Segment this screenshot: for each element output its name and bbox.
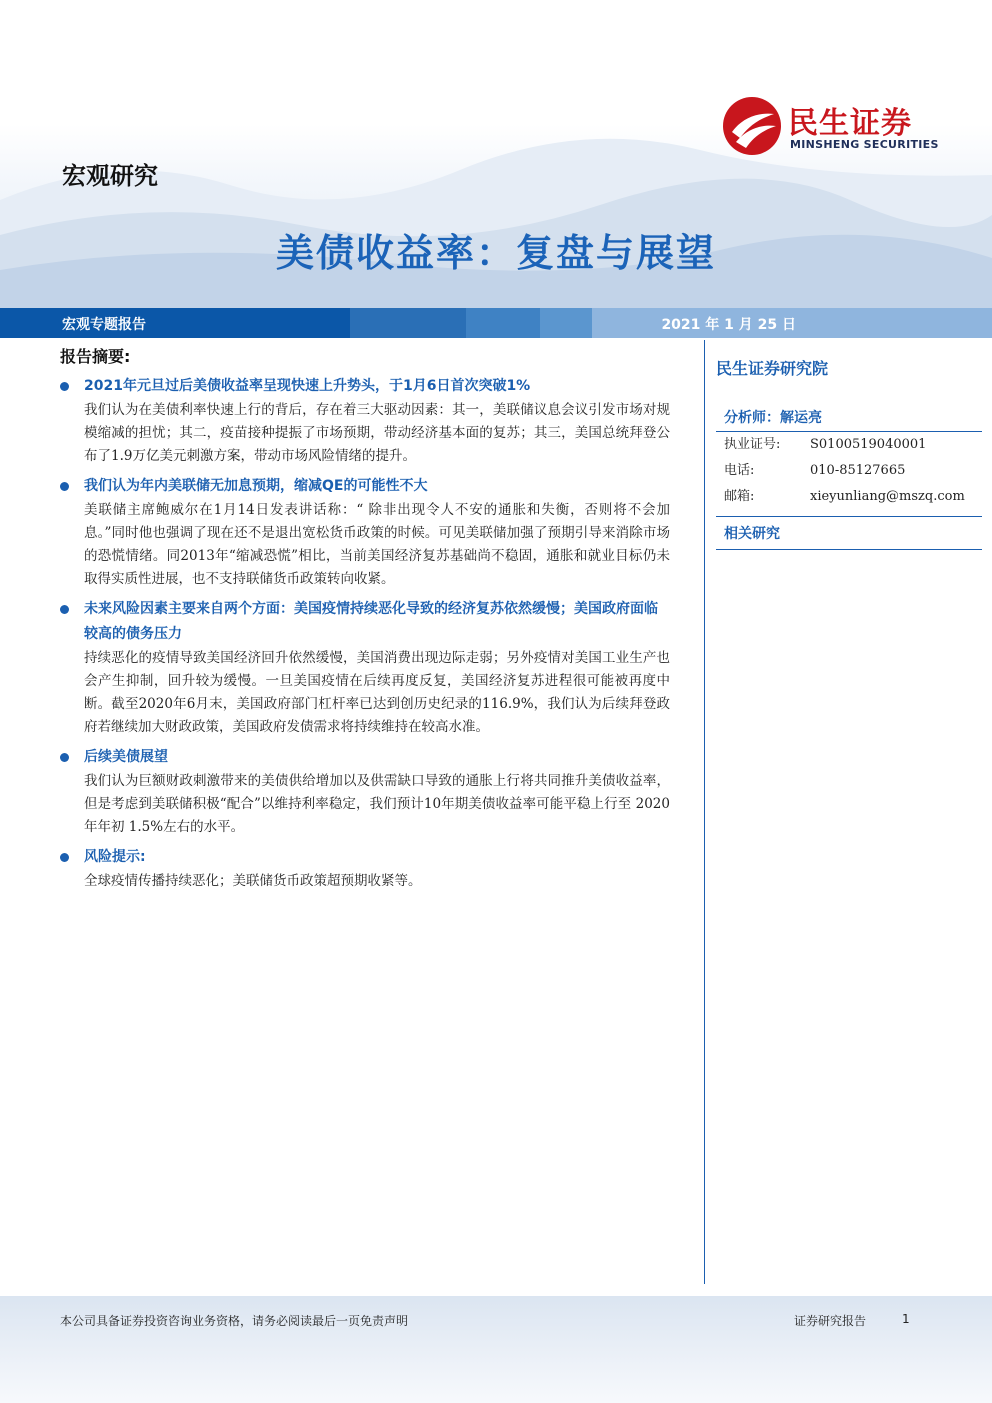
- minsheng-logo-icon: [722, 96, 782, 156]
- abstract-point: [60, 474, 670, 591]
- point-title-text: 后续美债展望: [84, 749, 168, 765]
- abstract-point: [60, 745, 670, 839]
- related-research-heading: 相关研究: [716, 516, 982, 550]
- point-body: 持续恶化的疫情导致美国经济回升依然缓慢，美国消费出现边际走弱；另外疫情对美国工业生产也会产生抑制，回升较为缓慢。一旦美国疫情在后续再度反复，美国经济复苏进程很可能被再度中断。截至2020年6月末，美国政府部门杠杆率已达到创历史纪录的116.9%，我们认为后续拜登政府若继续加大财政政策，美国政府发债需求将持续维持在较高水准。: [84, 650, 670, 735]
- bullet-icon: [60, 853, 69, 862]
- point-title-text: 我们认为年内美联储无加息预期，缩减QE的可能性不大: [84, 478, 428, 494]
- email-link[interactable]: xieyunliang@mszq.com: [810, 489, 965, 504]
- point-body: 美联储主席鲍威尔在1月14日发表讲话称：“ 除非出现令人不安的通胀和失衡，否则将不会加息。”同时他也强调了现在还不是退出宽松货币政策的时候。可见美联储加强了预期引导来消除市场的恐慌情绪。同2013年“缩减恐慌”相比，当前美国经济复苏基础尚不稳固，通胀和就业目标仍未取得实质性进展，也不支持联储货币政策转向收紧。: [84, 502, 670, 587]
- page-footer: [0, 1296, 992, 1403]
- footer-disclaimer: 本公司具备证券投资咨询业务资格，请务必阅读最后一页免责声明: [60, 1314, 409, 1328]
- info-value: S0100519040001: [810, 437, 927, 452]
- point-title: [60, 597, 670, 647]
- bullet-icon: [60, 753, 69, 762]
- bullet-icon: [60, 482, 69, 491]
- info-row-email: [716, 484, 982, 510]
- info-label: 电话:: [724, 463, 755, 478]
- point-body: 全球疫情传播持续恶化；美联储货币政策超预期收紧等。: [84, 873, 422, 889]
- abstract-heading: 报告摘要:: [60, 347, 131, 366]
- column-divider: [704, 340, 705, 1284]
- header-banner: [0, 0, 992, 310]
- report-type: 宏观专题报告: [62, 317, 146, 333]
- footer-doc-type: 证券研究报告: [794, 1314, 867, 1328]
- point-title-text: 未来风险因素主要来自两个方面：美国疫情持续恶化导致的经济复苏依然缓慢；美国政府面临较高的债务压力: [84, 601, 658, 642]
- point-title: [60, 374, 670, 399]
- report-info-band: [0, 308, 992, 338]
- abstract-content: [60, 374, 670, 899]
- info-row-phone: [716, 458, 982, 484]
- abstract-point: [60, 845, 670, 893]
- company-logo: [722, 96, 962, 156]
- brand-name: 民生证券: [788, 106, 912, 141]
- point-title: [60, 745, 670, 770]
- info-row-license: [716, 432, 982, 458]
- sidebar: [716, 356, 982, 550]
- info-value: 010-85127665: [810, 463, 906, 478]
- analyst-name: 分析师：解运亮: [716, 407, 982, 432]
- bullet-icon: [60, 382, 69, 391]
- brand-name-en: MINSHENG SECURITIES: [790, 138, 939, 151]
- abstract-point: [60, 597, 670, 739]
- info-label: 邮箱:: [724, 489, 755, 504]
- page-number: 1: [902, 1312, 910, 1326]
- report-title: 美债收益率：复盘与展望: [275, 231, 716, 275]
- point-title: [60, 474, 670, 499]
- bullet-icon: [60, 605, 69, 614]
- report-category: 宏观研究: [62, 162, 158, 190]
- info-label: 执业证号:: [724, 437, 781, 452]
- report-date: 2021 年 1 月 25 日: [661, 317, 796, 333]
- institute-name: 民生证券研究院: [716, 359, 829, 378]
- abstract-point: [60, 374, 670, 468]
- point-title-text: 2021年元旦过后美债收益率呈现快速上升势头，于1月6日首次突破1%: [84, 378, 531, 394]
- point-title-text: 风险提示:: [84, 849, 146, 865]
- point-body: 我们认为在美债利率快速上行的背后，存在着三大驱动因素：其一，美联储议息会议引发市场对规模缩减的担忧；其二，疫苗接种提振了市场预期，带动经济基本面的复苏；其三，美国总统拜登公布了1.9万亿美元刺激方案，带动市场风险情绪的提升。: [84, 402, 670, 464]
- point-body: 我们认为巨额财政刺激带来的美债供给增加以及供需缺口导致的通胀上行将共同推升美债收益率，但是考虑到美联储积极“配合”以维持利率稳定，我们预计10年期美债收益率可能平稳上行至 2020 年年初 1.5%左右的水平。: [84, 773, 670, 835]
- point-title: [60, 845, 670, 870]
